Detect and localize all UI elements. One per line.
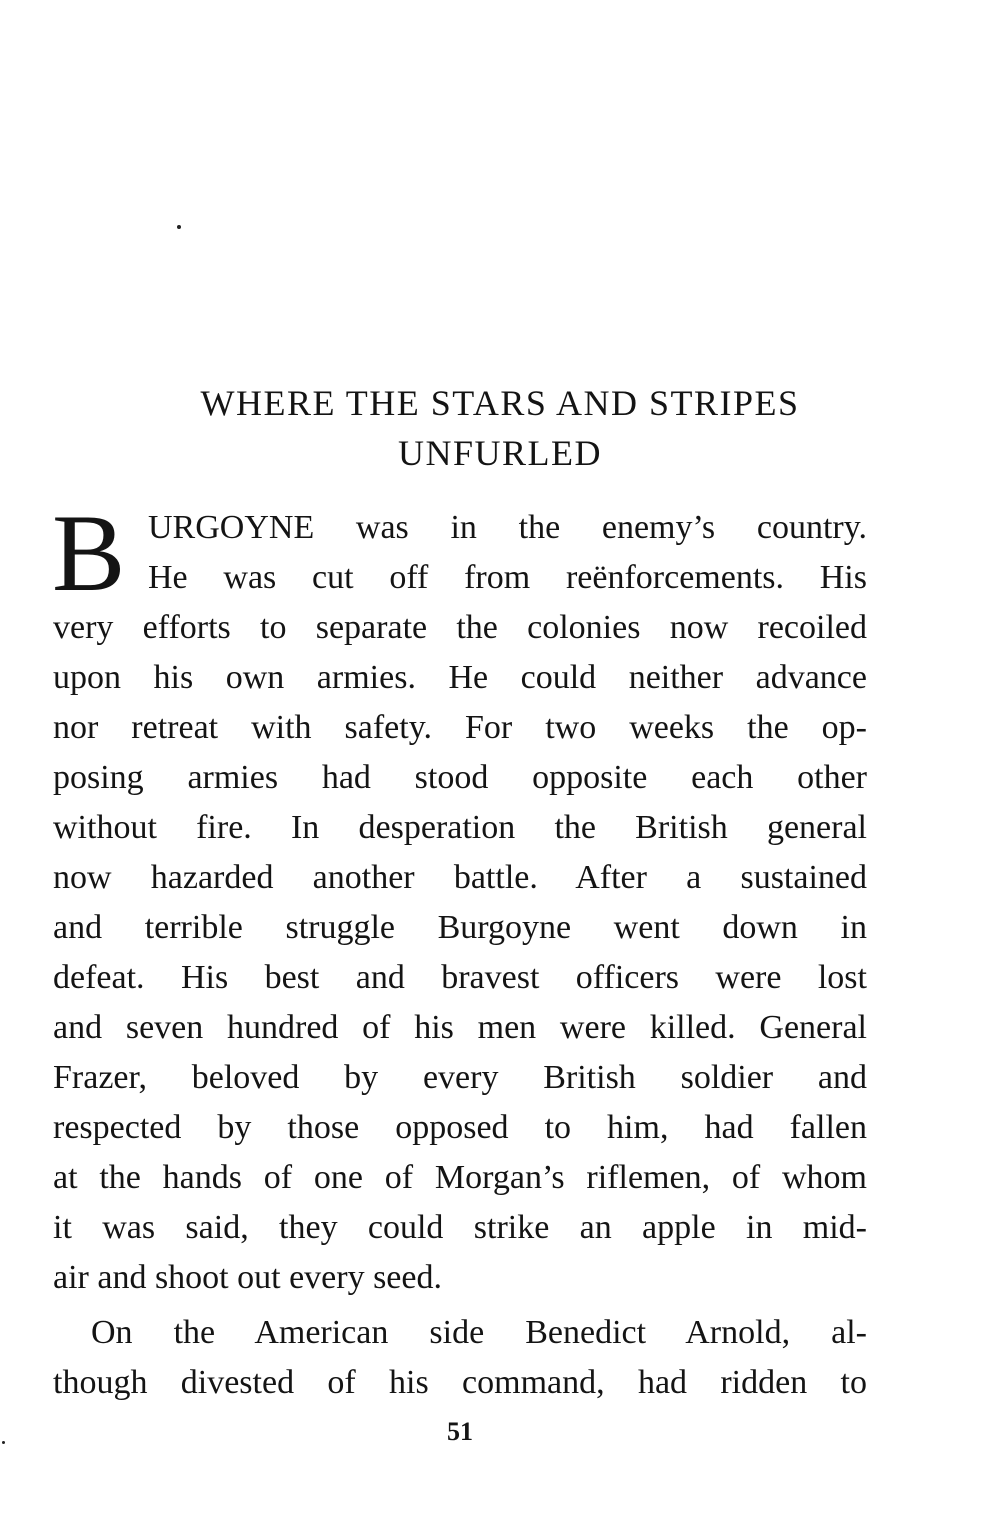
chapter-title-line-2: UNFURLED bbox=[397, 433, 602, 473]
text-line: though divested of his command, had ridden to bbox=[53, 1364, 867, 1401]
chapter-title-line-1: WHERE THE STARS AND STRIPES bbox=[200, 383, 800, 423]
text-line: at the hands of one of Morgan’s riflemen, of whom bbox=[53, 1159, 867, 1196]
page-speck bbox=[177, 225, 181, 229]
text-line: On the American side Benedict Arnold, al- bbox=[91, 1314, 867, 1351]
text-line: nor retreat with safety. For two weeks the op- bbox=[53, 709, 867, 746]
text-line: Frazer, beloved by every British soldier and bbox=[53, 1059, 867, 1096]
text-line: air and shoot out every seed. bbox=[53, 1259, 442, 1296]
text-line: defeat. His best and bravest officers were lost bbox=[53, 959, 867, 996]
text-line: without fire. In desperation the British general bbox=[53, 809, 867, 846]
drop-cap: B bbox=[52, 492, 126, 614]
text-line: He was cut off from reënforcements. His bbox=[148, 559, 867, 596]
text-line: very efforts to separate the colonies now recoiled bbox=[53, 609, 867, 646]
text-line: posing armies had stood opposite each other bbox=[53, 759, 867, 796]
text-line: and seven hundred of his men were killed. General bbox=[53, 1009, 867, 1046]
text-line: it was said, they could strike an apple in mid- bbox=[53, 1209, 867, 1246]
text-line: and terrible struggle Burgoyne went down in bbox=[53, 909, 867, 946]
text-line: upon his own armies. He could neither advance bbox=[53, 659, 867, 696]
page-number: 51 bbox=[447, 1417, 473, 1446]
text-line: now hazarded another battle. After a sustained bbox=[53, 859, 867, 896]
text-line: URGOYNE was in the enemy’s country. bbox=[148, 509, 867, 546]
text-line: respected by those opposed to him, had fallen bbox=[53, 1109, 867, 1146]
